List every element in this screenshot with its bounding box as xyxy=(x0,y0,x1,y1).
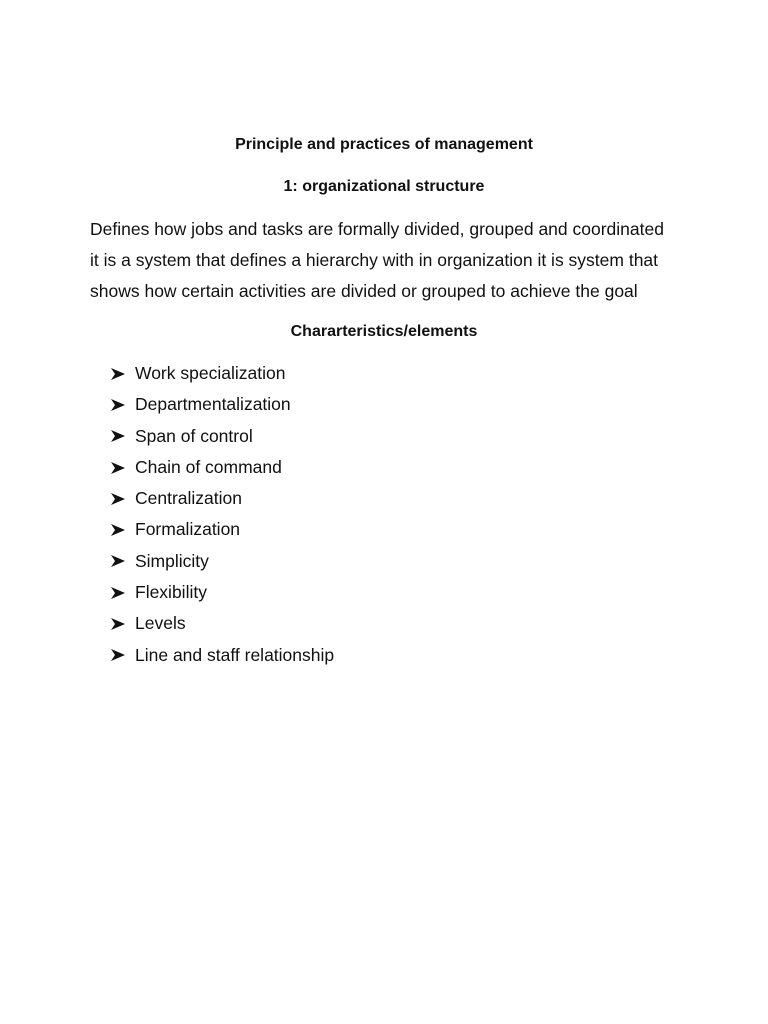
list-item xyxy=(110,389,334,420)
list-item xyxy=(110,483,334,514)
arrowhead-bullet-icon xyxy=(110,461,126,475)
definition-paragraph xyxy=(90,214,690,307)
list-item-label: Work specialization xyxy=(135,363,286,383)
paragraph-line: Defines how jobs and tasks are formally divided, grouped and coordinated xyxy=(90,219,664,239)
list-item-label: Centralization xyxy=(135,488,242,509)
list-item xyxy=(110,640,334,671)
arrowhead-bullet-icon xyxy=(110,398,126,412)
list-item-label: Span of control xyxy=(135,425,253,446)
list-item-label: Flexibility xyxy=(135,582,207,603)
arrowhead-bullet-icon xyxy=(110,586,126,600)
list-item xyxy=(110,358,334,389)
arrowhead-bullet-icon xyxy=(110,492,126,506)
arrowhead-bullet-icon xyxy=(110,554,126,568)
arrowhead-bullet-icon xyxy=(110,523,126,537)
paragraph-line: shows how certain activities are divided or grouped to achieve the goal xyxy=(90,281,638,301)
section-heading: 1: organizational structure xyxy=(283,178,485,195)
list-item-label: Simplicity xyxy=(135,550,209,571)
list-item-label: Line and staff relationship xyxy=(135,644,335,665)
list-item xyxy=(110,577,334,608)
arrowhead-bullet-icon xyxy=(110,429,126,443)
list-item xyxy=(110,546,334,577)
characteristics-list xyxy=(110,358,334,671)
list-item-label: Departmentalization xyxy=(135,394,291,415)
list-item-label: Levels xyxy=(135,613,186,634)
document-title: Principle and practices of management xyxy=(235,136,533,153)
list-item xyxy=(110,421,334,452)
list-item-label: Chain of command xyxy=(135,456,282,477)
arrowhead-bullet-icon xyxy=(110,367,126,381)
list-item xyxy=(110,514,334,545)
arrowhead-bullet-icon xyxy=(110,648,126,662)
list-item-label: Formalization xyxy=(135,519,241,540)
list-item xyxy=(110,608,334,639)
list-item xyxy=(110,452,334,483)
characteristics-heading: Chararteristics/elements xyxy=(290,323,478,340)
arrowhead-bullet-icon xyxy=(110,617,126,631)
paragraph-line: it is a system that defines a hierarchy with in organization it is system that xyxy=(90,250,659,270)
